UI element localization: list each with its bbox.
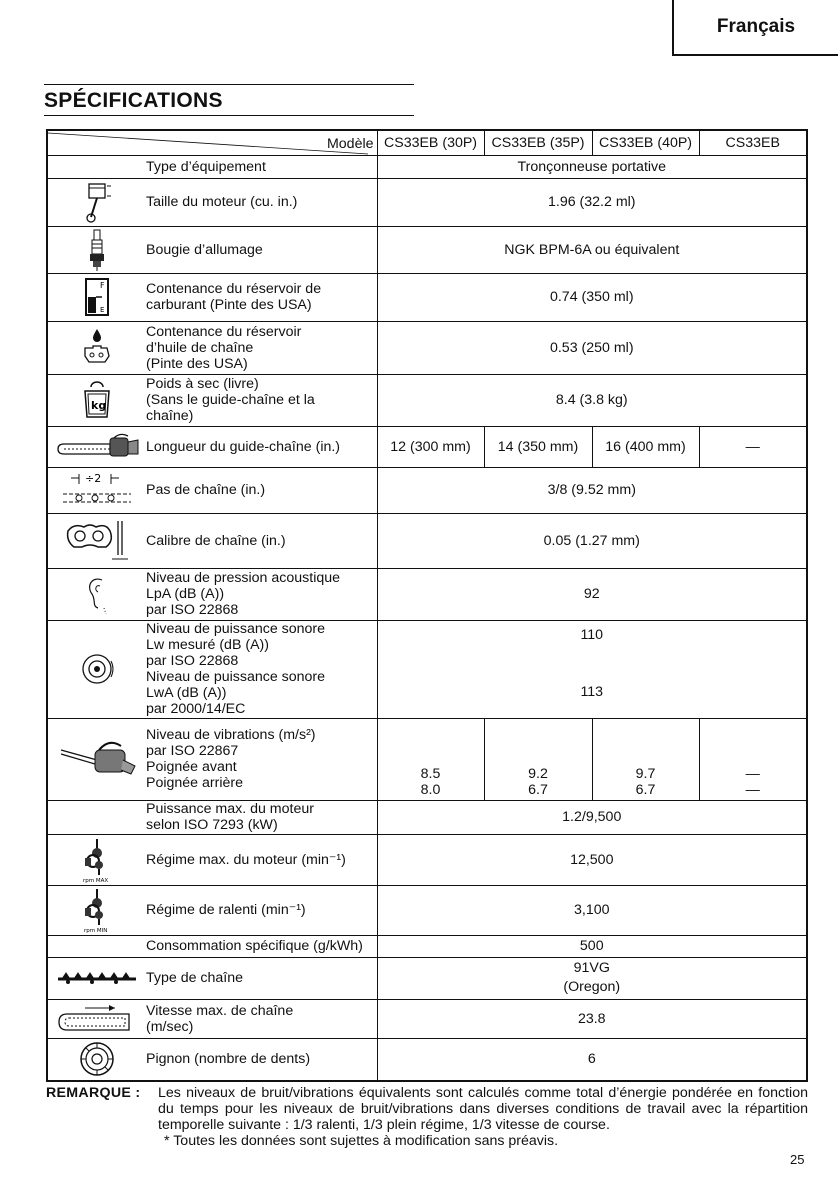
max-power-value: 1.2/9,500 bbox=[377, 800, 807, 834]
ear-icon bbox=[47, 568, 146, 620]
model-label: Modèle bbox=[326, 135, 374, 152]
table-row bbox=[47, 226, 807, 273]
specifications-table bbox=[46, 129, 808, 1082]
table-row bbox=[47, 374, 807, 426]
engine-size-value: 1.96 (32.2 ml) bbox=[377, 178, 807, 226]
weight-kg-icon bbox=[47, 374, 146, 426]
chain-gauge-value: 0.05 (1.27 mm) bbox=[377, 513, 807, 568]
max-speed-value: 12,500 bbox=[377, 834, 807, 885]
model-30p: CS33EB (30P) bbox=[377, 130, 484, 155]
guide-bar-35p: 14 (350 mm) bbox=[484, 426, 592, 467]
icon-cell-empty bbox=[47, 155, 146, 178]
fuel-gauge-icon bbox=[47, 273, 146, 321]
spark-plug-label: Bougie d’allumage bbox=[146, 226, 377, 273]
chain-speed-value: 23.8 bbox=[377, 999, 807, 1038]
chain-speed-bar-icon bbox=[47, 999, 146, 1038]
svg-text:rpm MIN: rpm MIN bbox=[84, 928, 108, 933]
svg-text:rpm MAX: rpm MAX bbox=[83, 877, 109, 883]
equipment-type-value: Tronçonneuse portative bbox=[377, 155, 807, 178]
guide-bar-40p: 16 (400 mm) bbox=[592, 426, 699, 467]
chain-pitch-icon bbox=[47, 467, 146, 513]
crankshaft-rpm-min-icon bbox=[47, 885, 146, 935]
chain-gauge-icon bbox=[47, 513, 146, 568]
language-tab: Français bbox=[672, 0, 838, 56]
table-row bbox=[47, 513, 807, 568]
dry-weight-label: Poids à sec (livre) (Sans le guide-chaîne et la chaîne) bbox=[146, 374, 377, 426]
table-row bbox=[47, 568, 807, 620]
table-row bbox=[47, 178, 807, 226]
title-rule-bottom bbox=[44, 115, 414, 116]
sound-power-label: Niveau de puissance sonore Lw mesuré (dB (A)) par ISO 22868 Niveau de puissance sonore LwA (dB (A)) par 2000/14/EC bbox=[146, 620, 377, 718]
oil-tank-value: 0.53 (250 ml) bbox=[377, 321, 807, 374]
model-35p: CS33EB (35P) bbox=[484, 130, 592, 155]
vibration-label: Niveau de vibrations (m/s²) par ISO 22867 Poignée avant Poignée arrière bbox=[146, 718, 377, 800]
table-row bbox=[47, 321, 807, 374]
icon-cell-empty bbox=[47, 800, 146, 834]
chain-type-value: 91VG (Oregon) bbox=[377, 957, 807, 999]
table-row bbox=[47, 620, 807, 718]
title-rule-top bbox=[44, 84, 414, 85]
consumption-label: Consommation spécifique (g/kWh) bbox=[146, 935, 377, 957]
max-power-label: Puissance max. du moteur selon ISO 7293 (kW) bbox=[146, 800, 377, 834]
engine-piston-icon bbox=[47, 178, 146, 226]
spark-plug-value: NGK BPM-6A ou équivalent bbox=[377, 226, 807, 273]
svg-text:F: F bbox=[100, 281, 105, 290]
model-header-cell bbox=[47, 130, 377, 155]
table-row bbox=[47, 426, 807, 467]
icon-cell-empty bbox=[47, 935, 146, 957]
speaker-sound-icon bbox=[47, 620, 146, 718]
idle-speed-label: Régime de ralenti (min⁻¹) bbox=[146, 885, 377, 935]
svg-text:E: E bbox=[100, 306, 105, 314]
model-40p: CS33EB (40P) bbox=[592, 130, 699, 155]
sound-pressure-label: Niveau de pression acoustique LpA (dB (A)) par ISO 22868 bbox=[146, 568, 377, 620]
chain-speed-label: Vitesse max. de chaîne (m/sec) bbox=[146, 999, 377, 1038]
page-number: 25 bbox=[790, 1152, 805, 1167]
table-header-row bbox=[47, 130, 807, 155]
remark-text: Les niveaux de bruit/vibrations équivalents sont calculés comme total d’énergie pondérée en fonction du temps pour les niveaux de bruit/vibrations dans diverses conditions de travail avec la répartition temporelle suivante : 1/3 ralenti, 1/3 plein régime, 1/3 vitesse de course. bbox=[158, 1085, 808, 1133]
table-row bbox=[47, 957, 807, 999]
guide-bar-label: Longueur du guide-chaîne (in.) bbox=[146, 426, 377, 467]
svg-text:kg: kg bbox=[91, 399, 107, 412]
fuel-tank-value: 0.74 (350 ml) bbox=[377, 273, 807, 321]
table-row bbox=[47, 155, 807, 178]
vibration-base: — — bbox=[699, 718, 807, 800]
table-row bbox=[47, 718, 807, 800]
oil-tank-label: Contenance du réservoir d’huile de chaîne (Pinte des USA) bbox=[146, 321, 377, 374]
sprocket-label: Pignon (nombre de dents) bbox=[146, 1038, 377, 1081]
chainsaw-guide-bar-icon bbox=[47, 426, 146, 467]
table-row bbox=[47, 834, 807, 885]
remark-disclaimer: * Toutes les données sont sujettes à modification sans préavis. bbox=[164, 1133, 559, 1149]
sprocket-value: 6 bbox=[377, 1038, 807, 1081]
sound-power-guaranteed-value: 113 bbox=[580, 683, 604, 700]
table-row bbox=[47, 999, 807, 1038]
equipment-type-label: Type d’équipement bbox=[146, 155, 377, 178]
table-row bbox=[47, 885, 807, 935]
page-title: SPÉCIFICATIONS bbox=[44, 89, 223, 112]
sound-power-values bbox=[377, 620, 807, 718]
table-row bbox=[47, 1038, 807, 1081]
sprocket-icon bbox=[47, 1038, 146, 1081]
table-row bbox=[47, 467, 807, 513]
vibration-40p: 9.7 6.7 bbox=[592, 718, 699, 800]
remark-label: REMARQUE : bbox=[46, 1085, 141, 1101]
remark-note bbox=[46, 1085, 808, 1149]
table-row bbox=[47, 800, 807, 834]
sound-pressure-value: 92 bbox=[377, 568, 807, 620]
spark-plug-icon bbox=[47, 226, 146, 273]
chain-pitch-label: Pas de chaîne (in.) bbox=[146, 467, 377, 513]
guide-bar-base: — bbox=[699, 426, 807, 467]
chain-type-label: Type de chaîne bbox=[146, 957, 377, 999]
dry-weight-value: 8.4 (3.8 kg) bbox=[377, 374, 807, 426]
idle-speed-value: 3,100 bbox=[377, 885, 807, 935]
table-row bbox=[47, 935, 807, 957]
chain-oil-icon bbox=[47, 321, 146, 374]
fuel-tank-label: Contenance du réservoir de carburant (Pinte des USA) bbox=[146, 273, 377, 321]
max-speed-label: Régime max. du moteur (min⁻¹) bbox=[146, 834, 377, 885]
saw-chain-icon bbox=[47, 957, 146, 999]
model-base: CS33EB bbox=[699, 130, 807, 155]
engine-size-label: Taille du moteur (cu. in.) bbox=[146, 178, 377, 226]
vibration-30p: 8.5 8.0 bbox=[377, 718, 484, 800]
chain-gauge-label: Calibre de chaîne (in.) bbox=[146, 513, 377, 568]
chain-pitch-value: 3/8 (9.52 mm) bbox=[377, 467, 807, 513]
guide-bar-30p: 12 (300 mm) bbox=[377, 426, 484, 467]
consumption-value: 500 bbox=[377, 935, 807, 957]
vibration-35p: 9.2 6.7 bbox=[484, 718, 592, 800]
crankshaft-rpm-max-icon bbox=[47, 834, 146, 885]
sound-power-measured-value: 110 bbox=[580, 626, 604, 643]
chainsaw-handle-icon bbox=[47, 718, 146, 800]
table-row bbox=[47, 273, 807, 321]
svg-text:÷2: ÷2 bbox=[85, 472, 102, 485]
